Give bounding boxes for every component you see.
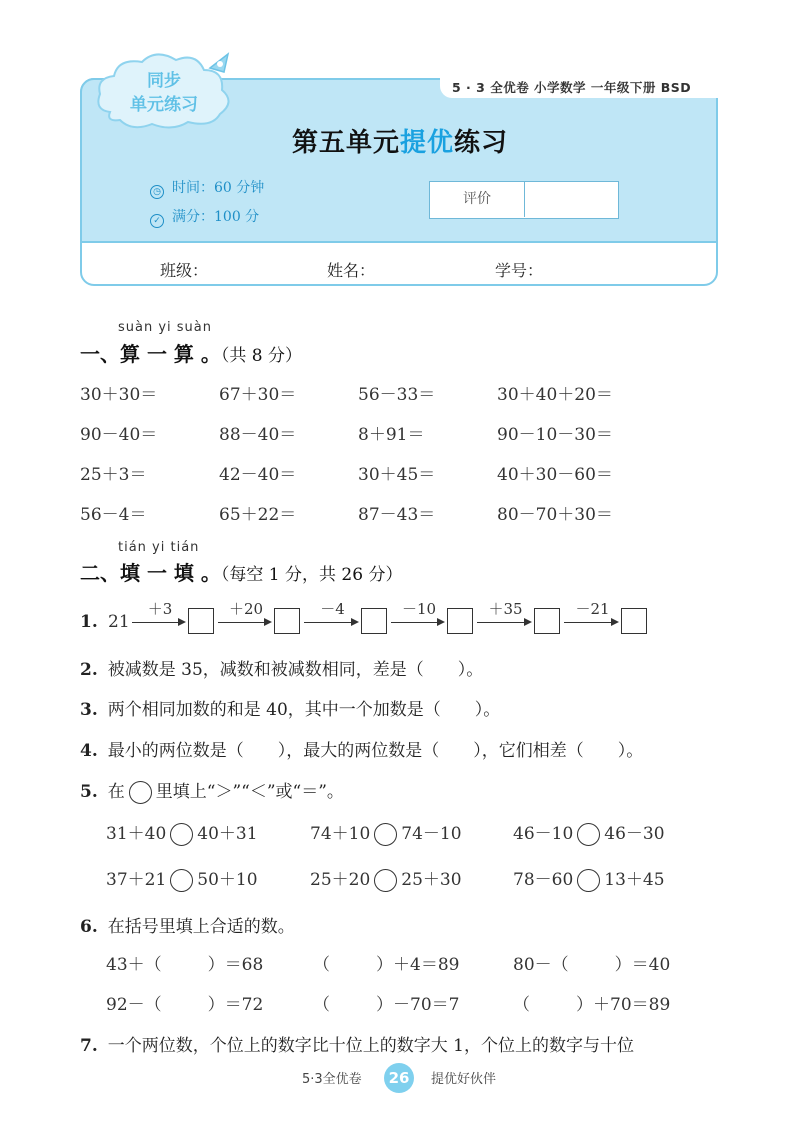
- compare-item: 25＋20 25＋30: [310, 870, 462, 890]
- arrow-icon: [477, 622, 530, 623]
- id-field: 学号：: [495, 261, 544, 280]
- section1-heading: 一、算 一 算 。（共 8 分）: [80, 342, 303, 366]
- calc-item: 25＋3＝: [80, 465, 147, 485]
- calc-item: 56－4＝: [80, 505, 147, 525]
- calc-item: 88－40＝: [219, 425, 297, 445]
- series-label: 5 · 3 全优卷 小学数学 一年级下册 BSD: [452, 80, 692, 95]
- compare-item: 74＋10 74－10: [310, 824, 462, 844]
- fill-item: 92－（ ）＝72: [106, 995, 264, 1015]
- footer-left: 5·3全优卷: [302, 1072, 362, 1087]
- fill-item: 43＋（ ）＝68: [106, 955, 264, 975]
- chain-operation: ＋3: [147, 600, 173, 618]
- fill-item: （ ）＋4＝89: [313, 955, 460, 975]
- chain-operation: －21: [575, 600, 610, 618]
- q2: 2. 被减数是 35，减数和被减数相同，差是（ ）。: [80, 660, 484, 680]
- calc-item: 90－40＝: [80, 425, 158, 445]
- calc-item: 87－43＝: [358, 505, 436, 525]
- page-title: 第五单元提优练习: [291, 128, 509, 158]
- class-field: 班级：: [160, 261, 209, 280]
- compare-circle-icon[interactable]: [374, 869, 397, 892]
- calc-item: 56－33＝: [358, 385, 436, 405]
- q1-start: 21: [108, 612, 130, 632]
- compare-circle-icon[interactable]: [577, 823, 600, 846]
- name-field: 姓名：: [327, 261, 376, 280]
- rating-label: 评价: [430, 182, 525, 217]
- section1-pinyin: suàn yi suàn: [118, 320, 213, 335]
- q1-chain: [80, 598, 680, 640]
- arrow-icon: [304, 622, 357, 623]
- calc-item: 90－10－30＝: [497, 425, 613, 445]
- section2-pinyin: tián yi tián: [118, 540, 200, 555]
- section2-heading: 二、填 一 填 。（每空 1 分，共 26 分）: [80, 561, 403, 585]
- compare-circle-icon[interactable]: [577, 869, 600, 892]
- calc-item: 30＋40＋20＝: [497, 385, 613, 405]
- arrow-icon: [218, 622, 270, 623]
- compare-item: 78－60 13＋45: [513, 870, 665, 890]
- compare-item: 46－10 46－30: [513, 824, 665, 844]
- arrow-icon: [564, 622, 617, 623]
- score-line: ✓ 满分：100 分: [150, 206, 259, 228]
- fill-item: 80－（ ）＝40: [513, 955, 671, 975]
- answer-box[interactable]: [447, 608, 473, 634]
- q7: 7. 一个两位数，个位上的数字比十位上的数字大 1，个位上的数字与十位: [80, 1036, 634, 1056]
- q6: 6. 在括号里填上合适的数。: [80, 917, 295, 937]
- check-icon: ✓: [150, 214, 164, 228]
- compare-circle-icon[interactable]: [374, 823, 397, 846]
- page-number: 26: [384, 1063, 414, 1093]
- calc-item: 67＋30＝: [219, 385, 297, 405]
- calc-item: 30＋45＝: [358, 465, 436, 485]
- rating-box: [429, 181, 619, 219]
- compare-item: 31＋40 40＋31: [106, 824, 258, 844]
- badge-line2: 单元练习: [130, 95, 198, 115]
- calc-item: 42－40＝: [219, 465, 297, 485]
- footer-right: 提优好伙伴: [431, 1072, 497, 1087]
- q1-number: 1.: [80, 612, 98, 632]
- badge-line1: 同步: [147, 71, 181, 91]
- answer-box[interactable]: [621, 608, 647, 634]
- answer-box[interactable]: [534, 608, 560, 634]
- chain-operation: －4: [320, 600, 345, 618]
- compare-circle-icon[interactable]: [170, 823, 193, 846]
- fill-item: （ ）－70＝7: [313, 995, 460, 1015]
- calc-item: 65＋22＝: [219, 505, 297, 525]
- answer-box[interactable]: [274, 608, 300, 634]
- arrow-icon: [391, 622, 443, 623]
- fill-item: （ ）＋70＝89: [513, 995, 671, 1015]
- calc-item: 8＋91＝: [358, 425, 425, 445]
- chain-operation: －10: [401, 600, 437, 618]
- time-line: ◷ 时间：60 分钟: [150, 177, 264, 199]
- q4: 4. 最小的两位数是（ ），最大的两位数是（ ），它们相差（ ）。: [80, 741, 644, 761]
- calc-item: 80－70＋30＝: [497, 505, 613, 525]
- q3: 3. 两个相同加数的和是 40，其中一个加数是（ ）。: [80, 700, 501, 720]
- cloud-badge-icon: [92, 50, 242, 130]
- arrow-icon: [132, 622, 184, 623]
- calc-item: 40＋30－60＝: [497, 465, 613, 485]
- chain-operation: ＋20: [228, 600, 264, 618]
- answer-box[interactable]: [361, 608, 387, 634]
- compare-item: 37＋21 50＋10: [106, 870, 258, 890]
- answer-box[interactable]: [188, 608, 214, 634]
- calc-item: 30＋30＝: [80, 385, 158, 405]
- compare-circle-icon: [129, 781, 152, 804]
- chain-operation: ＋35: [488, 600, 523, 618]
- compare-circle-icon[interactable]: [170, 869, 193, 892]
- q5: 5. 在 里填上“＞”“＜”或“＝”。: [80, 782, 344, 802]
- clock-icon: ◷: [150, 185, 164, 199]
